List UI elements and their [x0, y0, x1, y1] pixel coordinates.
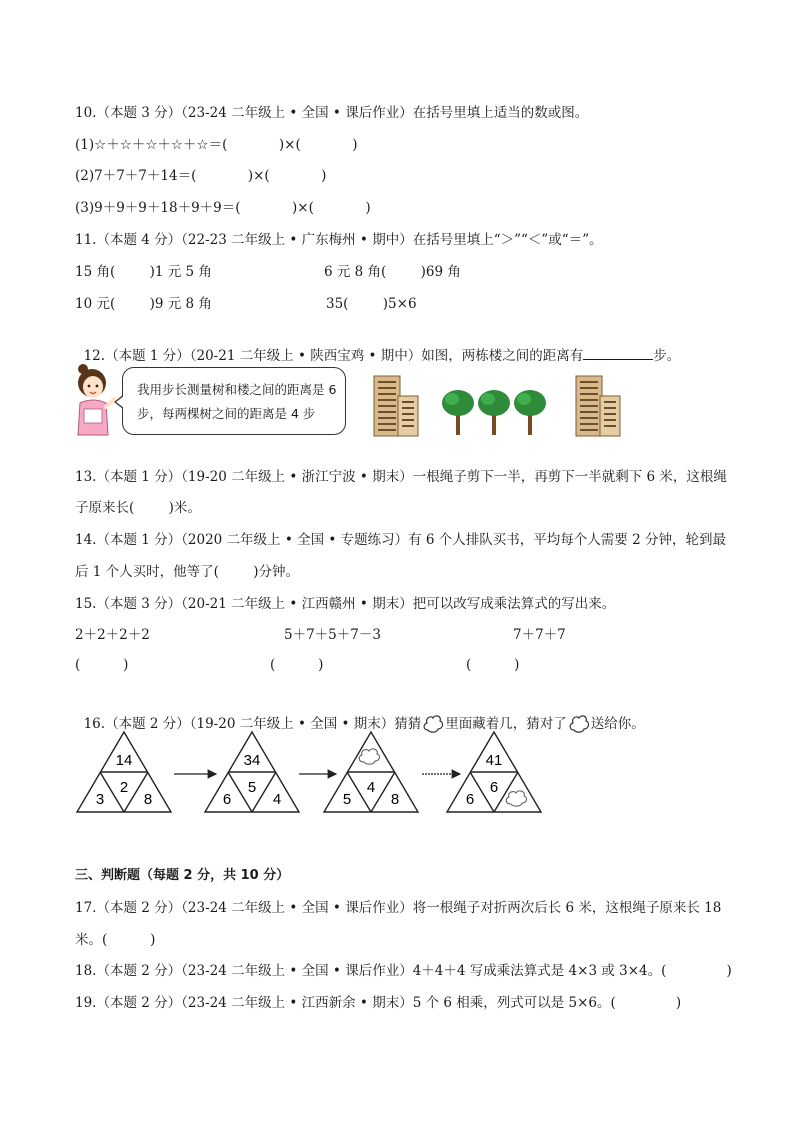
building-right-icon	[572, 372, 624, 438]
q14-line-2: 后 1 个人买时，他等了( )分钟。	[75, 564, 300, 580]
speech-bubble-text	[137, 378, 342, 426]
q17-line-2: 米。( )	[75, 932, 156, 948]
triangle-1-right: 8	[143, 791, 153, 808]
q12-answer-blank	[583, 345, 653, 360]
q12-heading-text: 12.（本题 1 分）（20-21 二年级上 • 陕西宝鸡 • 期中）如图，两栋楼之间的距离有	[83, 348, 584, 364]
triangle-puzzle-2	[205, 732, 299, 812]
q15-answer-1: ( )	[75, 657, 129, 673]
triangle-1-top: 14	[115, 752, 133, 769]
triangle-3-right: 8	[390, 791, 400, 808]
q11-r2c2: 35( )5×6	[326, 296, 417, 312]
triangle-3-middle: 4	[366, 779, 376, 796]
cloud-icon	[567, 712, 591, 734]
q16-heading-b: 里面藏着几，猜对了	[445, 716, 567, 732]
triangle-2-left: 6	[222, 791, 232, 808]
triangle-puzzle-4	[447, 732, 541, 812]
q14-line-1: 14.（本题 1 分）（2020 二年级上 • 全国 • 专题练习）有 6 个人排队买书，平均每个人需要 2 分钟，轮到最	[75, 532, 726, 548]
triangle-4-top: 41	[485, 752, 503, 769]
triangle-2-right: 4	[272, 791, 282, 808]
q10-heading: 10.（本题 3 分）（23-24 二年级上 • 全国 • 课后作业）在括号里填上适当的数或图。	[75, 105, 589, 121]
q16-heading-a: 16.（本题 2 分）（19-20 二年级上 • 全国 • 期末）猜猜	[83, 716, 422, 732]
section-3-title: 三、判断题（每题 2 分，共 10 分）	[75, 868, 290, 883]
q10-item-3: (3)9＋9＋9＋18＋9＋9＝( )×( )	[75, 200, 371, 216]
q15-heading: 15.（本题 3 分）（20-21 二年级上 • 江西赣州 • 期末）把可以改写成乘法算式的写出来。	[75, 596, 616, 612]
q10-item-1: (1)☆＋☆＋☆＋☆＋☆＝( )×( )	[75, 137, 358, 153]
girl-illustration	[68, 363, 120, 439]
q15-expr-2: 5＋7＋5＋7－3	[284, 627, 381, 643]
q18-line: 18.（本题 2 分）（23-24 二年级上 • 全国 • 课后作业）4＋4＋4 写成乘法算式是 4×3 或 3×4。( )	[75, 963, 732, 979]
triangle-4-left: 6	[465, 791, 475, 808]
q11-r2c1: 10 元( )9 元 8 角	[75, 296, 212, 312]
building-left-icon	[370, 372, 422, 438]
q15-expr-3: 7＋7＋7	[513, 627, 566, 643]
q13-line-1: 13.（本题 1 分）（19-20 二年级上 • 浙江宁波 • 期末）一根绳子剪下一半，再剪下一半就剩下 6 米，这根绳	[75, 469, 727, 485]
triangle-puzzle-3	[324, 732, 418, 812]
q15-expr-1: 2＋2＋2＋2	[75, 627, 150, 643]
q11-r1c2: 6 元 8 角( )69 角	[324, 264, 461, 280]
triangle-1-left: 3	[95, 791, 105, 808]
q10-item-2: (2)7＋7＋7＋14＝( )×( )	[75, 168, 327, 184]
triangle-2-middle: 5	[247, 779, 257, 796]
bubble-line-1: 我用步长测量树和楼之间的距离是 6	[137, 382, 337, 397]
triangle-2-top: 34	[243, 752, 261, 769]
q19-line: 19.（本题 2 分）（23-24 二年级上 • 江西新余 • 期末）5 个 6 相乘，列式可以是 5×6。( )	[75, 995, 682, 1011]
triangle-3-left: 5	[342, 791, 352, 808]
q13-line-2: 子原来长( )米。	[75, 500, 201, 516]
q16-heading-c: 送给你。	[590, 716, 645, 732]
q15-answer-2: ( )	[270, 657, 324, 673]
q11-heading: 11.（本题 4 分）（22-23 二年级上 • 广东梅州 • 期中）在括号里填上“＞”“＜”或“＝”。	[75, 232, 603, 248]
triangle-4-middle: 6	[489, 779, 499, 796]
triangle-puzzle-1	[77, 732, 171, 812]
bubble-line-2: 步，每两棵树之间的距离是 4 步	[137, 406, 316, 421]
three-trees-icon	[440, 385, 552, 437]
q12-heading	[75, 327, 680, 365]
speech-bubble-tail-inner	[116, 396, 124, 408]
q11-r1c1: 15 角( )1 元 5 角	[75, 264, 212, 280]
q12-heading-tail: 步。	[653, 348, 681, 364]
cloud-icon	[359, 749, 379, 764]
cloud-icon	[506, 791, 526, 806]
q15-answer-3: ( )	[466, 657, 520, 673]
triangle-puzzles	[70, 726, 570, 816]
triangle-1-middle: 2	[119, 779, 129, 796]
q17-line-1: 17.（本题 2 分）（23-24 二年级上 • 全国 • 课后作业）将一根绳子对折两次后长 6 米，这根绳子原来长 18	[75, 900, 722, 916]
